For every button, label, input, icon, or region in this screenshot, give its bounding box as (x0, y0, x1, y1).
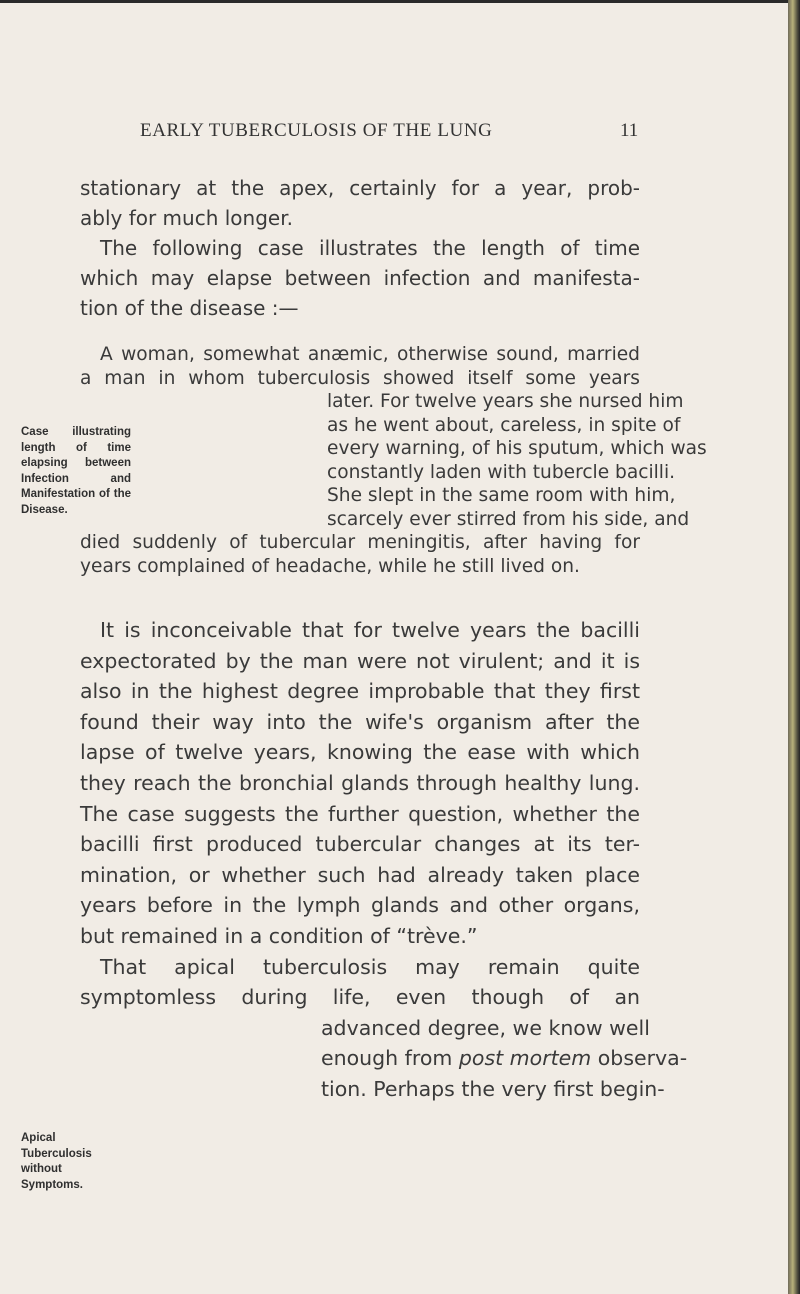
text-line: mination, or whether such had already taken place (80, 862, 640, 887)
text-line: bacilli first produced tubercular changes at its ter- (80, 832, 640, 857)
text-line: they reach the bronchial glands through healthy lung. (80, 770, 640, 795)
text-line: scarcely ever stirred from his side, and (327, 508, 690, 530)
text-line: tion of the disease :— (80, 296, 299, 320)
text-line: ably for much longer. (80, 206, 293, 230)
paragraph-intro (80, 173, 640, 323)
sidenote-case: Case illustrating length of time elapsing between Infection and Manifestation of the Disease. (21, 426, 131, 516)
text-line: every warning, of his sputum, which was (327, 438, 707, 459)
text-line: which may elapse between infection and manifesta- (80, 266, 640, 290)
text-line: That apical tuberculosis may remain quite (100, 954, 640, 979)
text-line: A woman, somewhat anæmic, otherwise sound, married (100, 344, 640, 365)
text-line: stationary at the apex, certainly for a year, prob- (80, 176, 640, 200)
text-line: also in the highest degree improbable that they first (80, 679, 640, 704)
text-line: as he went about, careless, in spite of (327, 414, 681, 436)
text-line: advanced degree, we know well (321, 1015, 650, 1040)
text-line: The case suggests the further question, whether the (80, 801, 640, 826)
sidenote-apical: Apical Tuberculosis without Symptoms. (21, 1132, 92, 1191)
text-line (321, 1043, 688, 1074)
text-line: years before in the lymph glands and other organs, (80, 893, 640, 918)
text-line: symptomless during life, even though of an (80, 985, 640, 1010)
text-line: found their way into the wife's organism after the (80, 709, 640, 734)
paragraph-case (80, 343, 707, 578)
text-line: died suddenly of tubercular meningitis, after having for (80, 532, 640, 553)
text-line: a man in whom tuberculosis showed itself some years (80, 367, 640, 389)
text-line: years complained of headache, while he still lived on. (80, 555, 580, 577)
page-top-border (0, 0, 788, 3)
text-line: but remained in a condition of “trève.” (80, 923, 478, 948)
text-line: It is inconceivable that for twelve years the bacilli (100, 618, 640, 642)
italic-phrase: post mortem (458, 1046, 592, 1071)
running-title: EARLY TUBERCULOSIS OF THE LUNG (140, 120, 493, 141)
text-line: later. For twelve years she nursed him (327, 391, 684, 412)
text-segment: enough from (321, 1046, 459, 1071)
text-line: expectorated by the man were not virulent; and it is (80, 648, 640, 673)
text-line: tion. Perhaps the very first begin- (321, 1076, 665, 1101)
text-line: She slept in the same room with him, (327, 485, 676, 506)
book-edge (788, 0, 800, 1294)
page-number: 11 (620, 120, 639, 141)
text-segment: observa- (591, 1046, 688, 1071)
text-line: constantly laden with tubercle bacilli. (327, 461, 676, 483)
text-line: lapse of twelve years, knowing the ease with which (80, 740, 640, 765)
paragraph-discussion (80, 615, 688, 1105)
text-line: The following case illustrates the length of time (100, 236, 640, 260)
